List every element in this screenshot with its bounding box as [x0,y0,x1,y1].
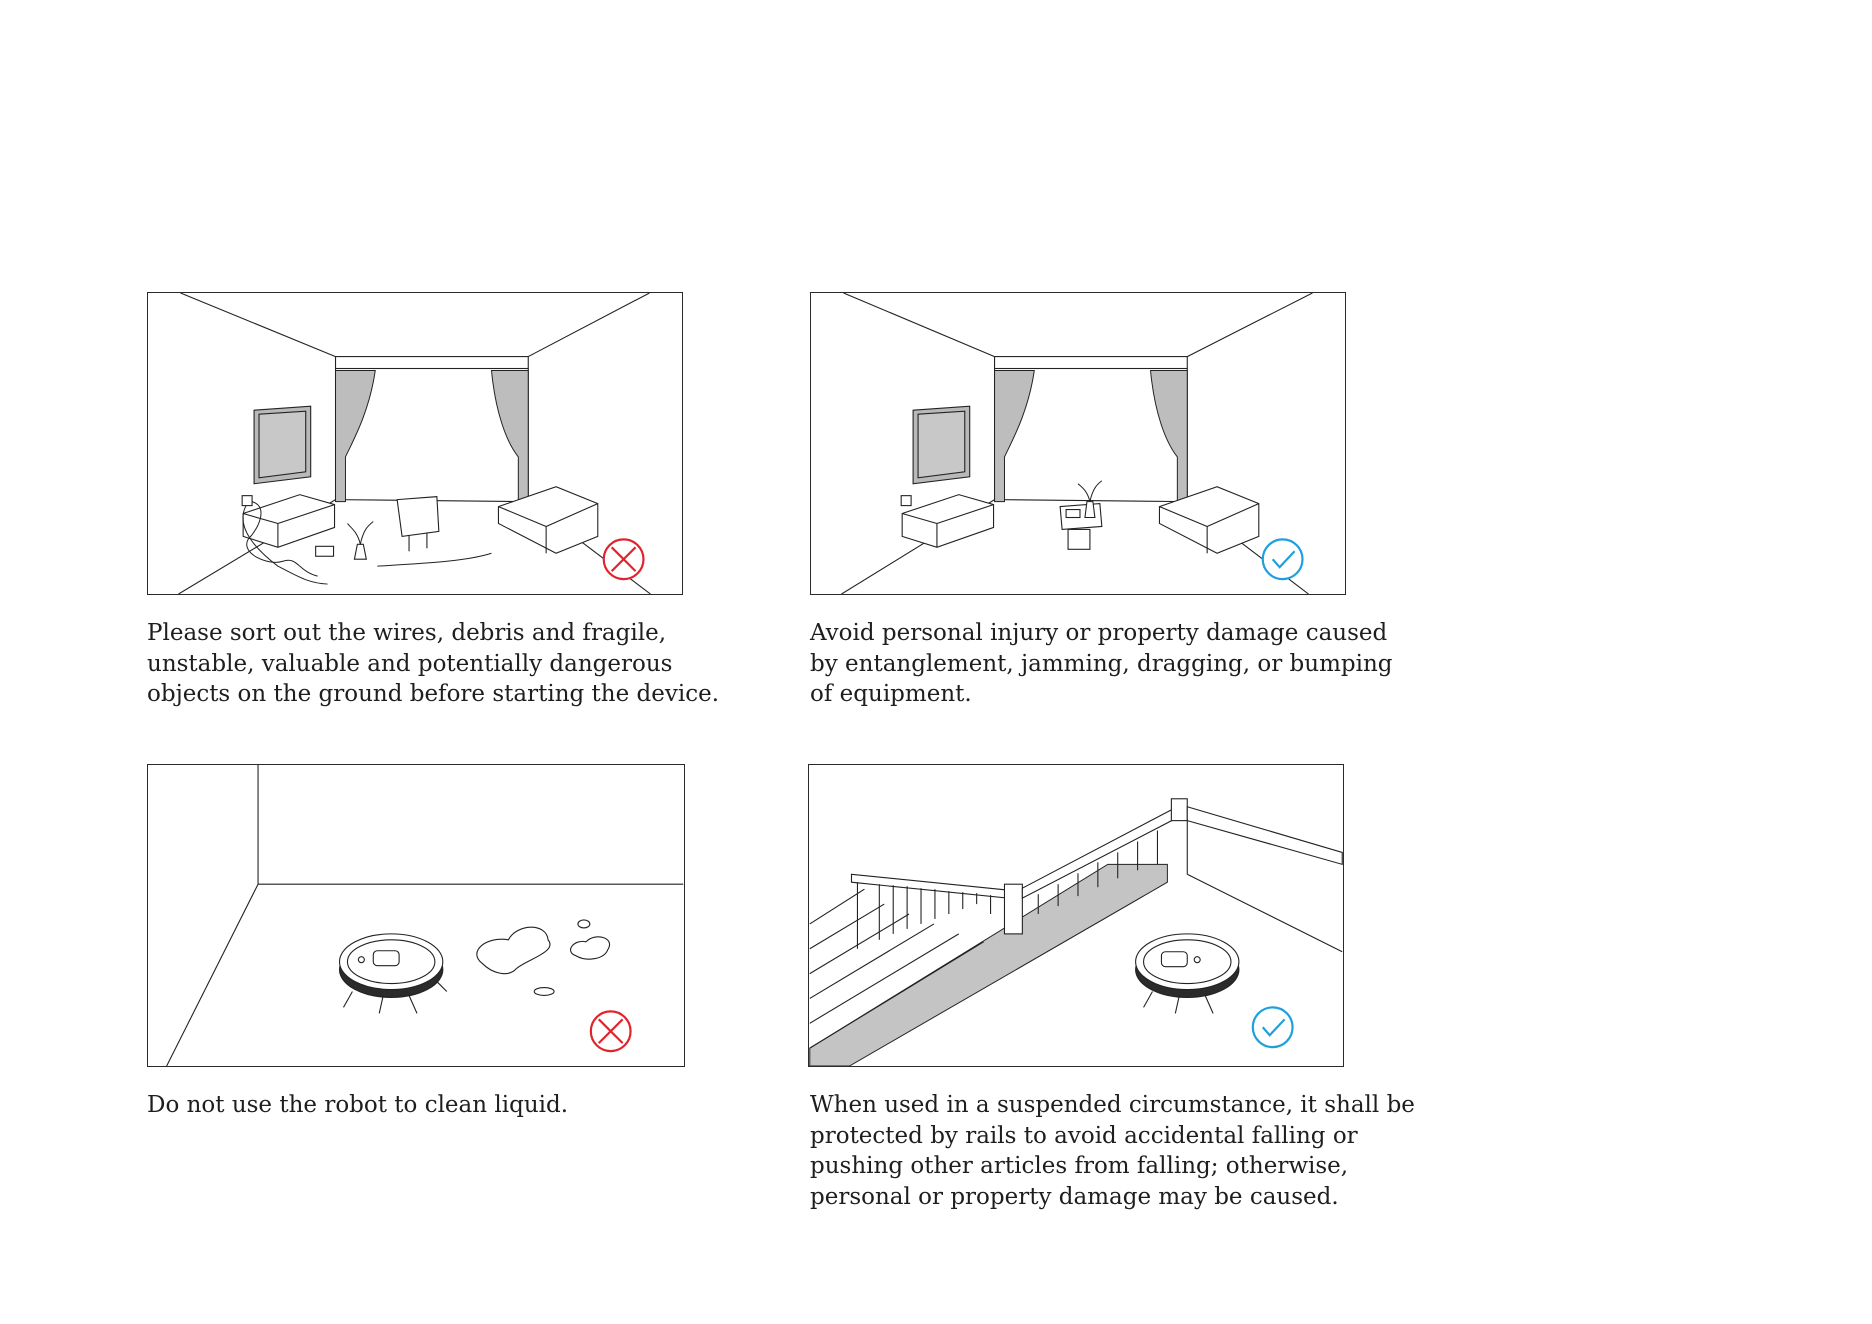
caption-sort-objects [147,618,719,710]
cross-circle-icon [148,293,682,594]
caption-avoid-injury [810,618,1393,710]
caption-line: Please sort out the wires, debris and fragile, [147,620,667,646]
caption-no-liquid [147,1090,568,1121]
caption-line: unstable, valuable and potentially dangerous [147,650,673,677]
caption-line: protected by rails to avoid accidental falling or [810,1122,1358,1149]
caption-rail-protection [810,1090,1415,1212]
cross-circle-icon [148,765,684,1066]
caption-line: objects on the ground before starting the device. [147,681,720,707]
caption-line: Avoid personal injury or property damage caused [810,620,1388,646]
illustration-liquid-spill [147,764,685,1067]
caption-line: of equipment. [810,681,972,707]
caption-line: personal or property damage may be caused. [810,1183,1339,1210]
check-circle-icon [809,765,1343,1066]
illustration-messy-room [147,292,683,595]
caption-line: by entanglement, jamming, dragging, or bumping [810,650,1393,677]
check-circle-icon [811,293,1345,594]
caption-line: pushing other articles from falling; otherwise, [810,1153,1349,1179]
caption-line: When used in a suspended circumstance, it shall be [810,1092,1415,1118]
illustration-rail-protection [808,764,1344,1067]
caption-line: Do not use the robot to clean liquid. [147,1092,569,1118]
illustration-tidy-room [810,292,1346,595]
